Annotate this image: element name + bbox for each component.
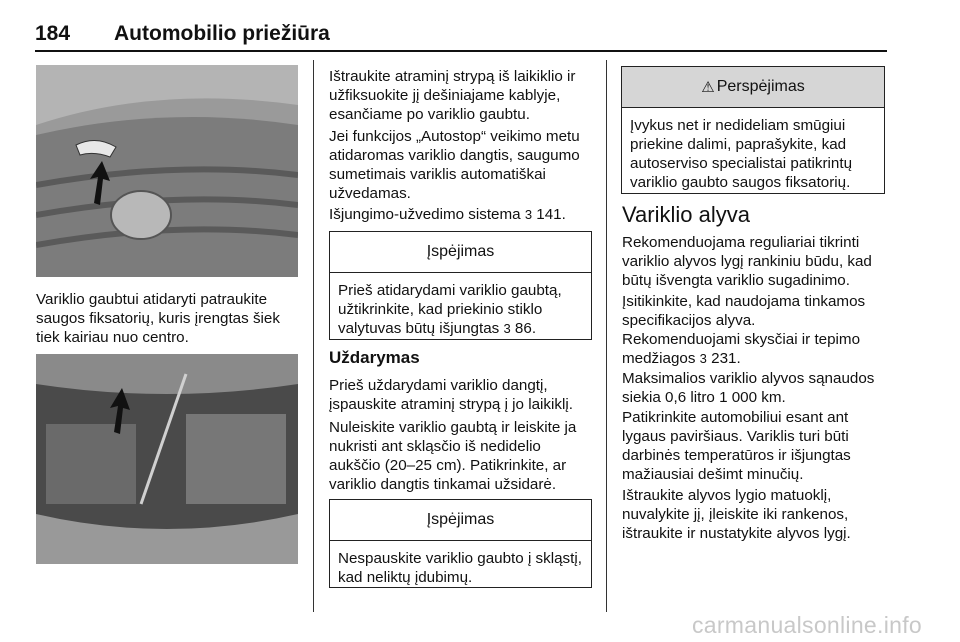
paragraph-3-text: Rekomenduojami skysčiai ir tepimo medžiagos (622, 331, 861, 367)
hood-prop-figure (36, 354, 298, 564)
hood-latch-illustration (36, 65, 298, 277)
col3-paragraph-5: Patikrinkite automobiliui esant ant lygaus paviršiaus. Variklis turi būti darbinės temperatūros ir išjungtas mažiausiai dešimt minučių. (622, 409, 851, 483)
col2-paragraph-4: Prieš uždarydami variklio dangtį, įspauskite atraminį strypą į jo laikiklį. (329, 377, 573, 413)
col3-paragraph-4: Maksimalios variklio alyvos sąnaudos siekia 0,6 litro 1 000 km. (622, 370, 875, 406)
page-title: Automobilio priežiūra (114, 22, 330, 45)
arrow-ref-icon: 3 (699, 351, 707, 366)
arrow-ref-icon: 3 (524, 207, 533, 222)
warning-text: Nespauskite variklio gaubto į skląstį, kad neliktų įdubimų. (338, 550, 582, 586)
col3-paragraph-3 (622, 330, 890, 368)
column-divider-1 (313, 60, 314, 612)
caution-box (621, 66, 885, 194)
warning-box-1 (329, 231, 592, 340)
col2-paragraph-2: Jei funkcijos „Autostop“ veikimo metu atidaromas variklio dangtis, saugumo sumetimais variklis automatiškai užvedamas. (329, 128, 580, 202)
caption-open-hood: Variklio gaubtui atidaryti patraukite saugos fiksatorių, kuris įrengtas šiek tiek kairiau nuo centro. (36, 291, 280, 346)
hood-latch-figure (36, 65, 298, 277)
caution-text: Įvykus net ir nedideliam smūgiui priekine dalimi, paprašykite, kad autoserviso specialistai patikrintų variklio gaubto saugos fiksatorių. (630, 117, 853, 191)
col2-paragraph-3 (329, 205, 594, 224)
warning-box-2 (329, 499, 592, 588)
header-rule (35, 50, 887, 52)
arrow-ref-icon: 3 (503, 321, 511, 336)
paragraph-3-text: Išjungimo-užvedimo sistema (329, 206, 525, 223)
caution-header (622, 67, 884, 108)
warning-text (330, 273, 591, 338)
warning-triangle-icon: ⚠ (701, 79, 715, 96)
page-reference: 141. (532, 206, 566, 223)
hood-prop-illustration (36, 354, 298, 564)
column-divider-2 (606, 60, 607, 612)
col2-paragraph-1: Ištraukite atraminį strypą iš laikiklio ir užfiksuokite jį dešiniajame kablyje, esančiame po variklio gaubtu. (329, 68, 576, 123)
col2-paragraph-5: Nuleiskite variklio gaubtą ir leiskite ja nukristi ant skląsčio iš nedidelio aukščio (20–25 cm). Patikrinkite, ar variklio dangtis tinkamai užsidarė. (329, 419, 577, 493)
engine-oil-heading: Variklio alyva (622, 202, 750, 227)
warning-title: Įspėjimas (330, 232, 591, 273)
col3-paragraph-2: Įsitikinkite, kad naudojama tinkamos specifikacijos alyva. (622, 293, 866, 329)
caution-title: Perspėjimas (716, 78, 805, 95)
closing-heading: Uždarymas (329, 348, 420, 367)
col3-paragraph-1: Rekomenduojama reguliariai tikrinti variklio alyvos lygį rankiniu būdu, kad būtų išvengta variklio sugadinimo. (622, 234, 872, 289)
page-number: 184 (35, 22, 71, 45)
col3-paragraph-6: Ištraukite alyvos lygio matuoklį, nuvalykite jį, įleiskite iki rankenos, ištraukite ir nustatykite alyvos lygį. (622, 487, 851, 542)
warning-text-body: Prieš atidarydami variklio gaubtą, užtikrinkite, kad priekinio stiklo valytuvas būtų išjungtas (338, 282, 562, 337)
warning-title: Įspėjimas (330, 500, 591, 541)
page-reference: 231. (706, 350, 741, 367)
watermark: carmanualsonline.info (691, 612, 922, 638)
page-reference: 86. (510, 320, 537, 337)
